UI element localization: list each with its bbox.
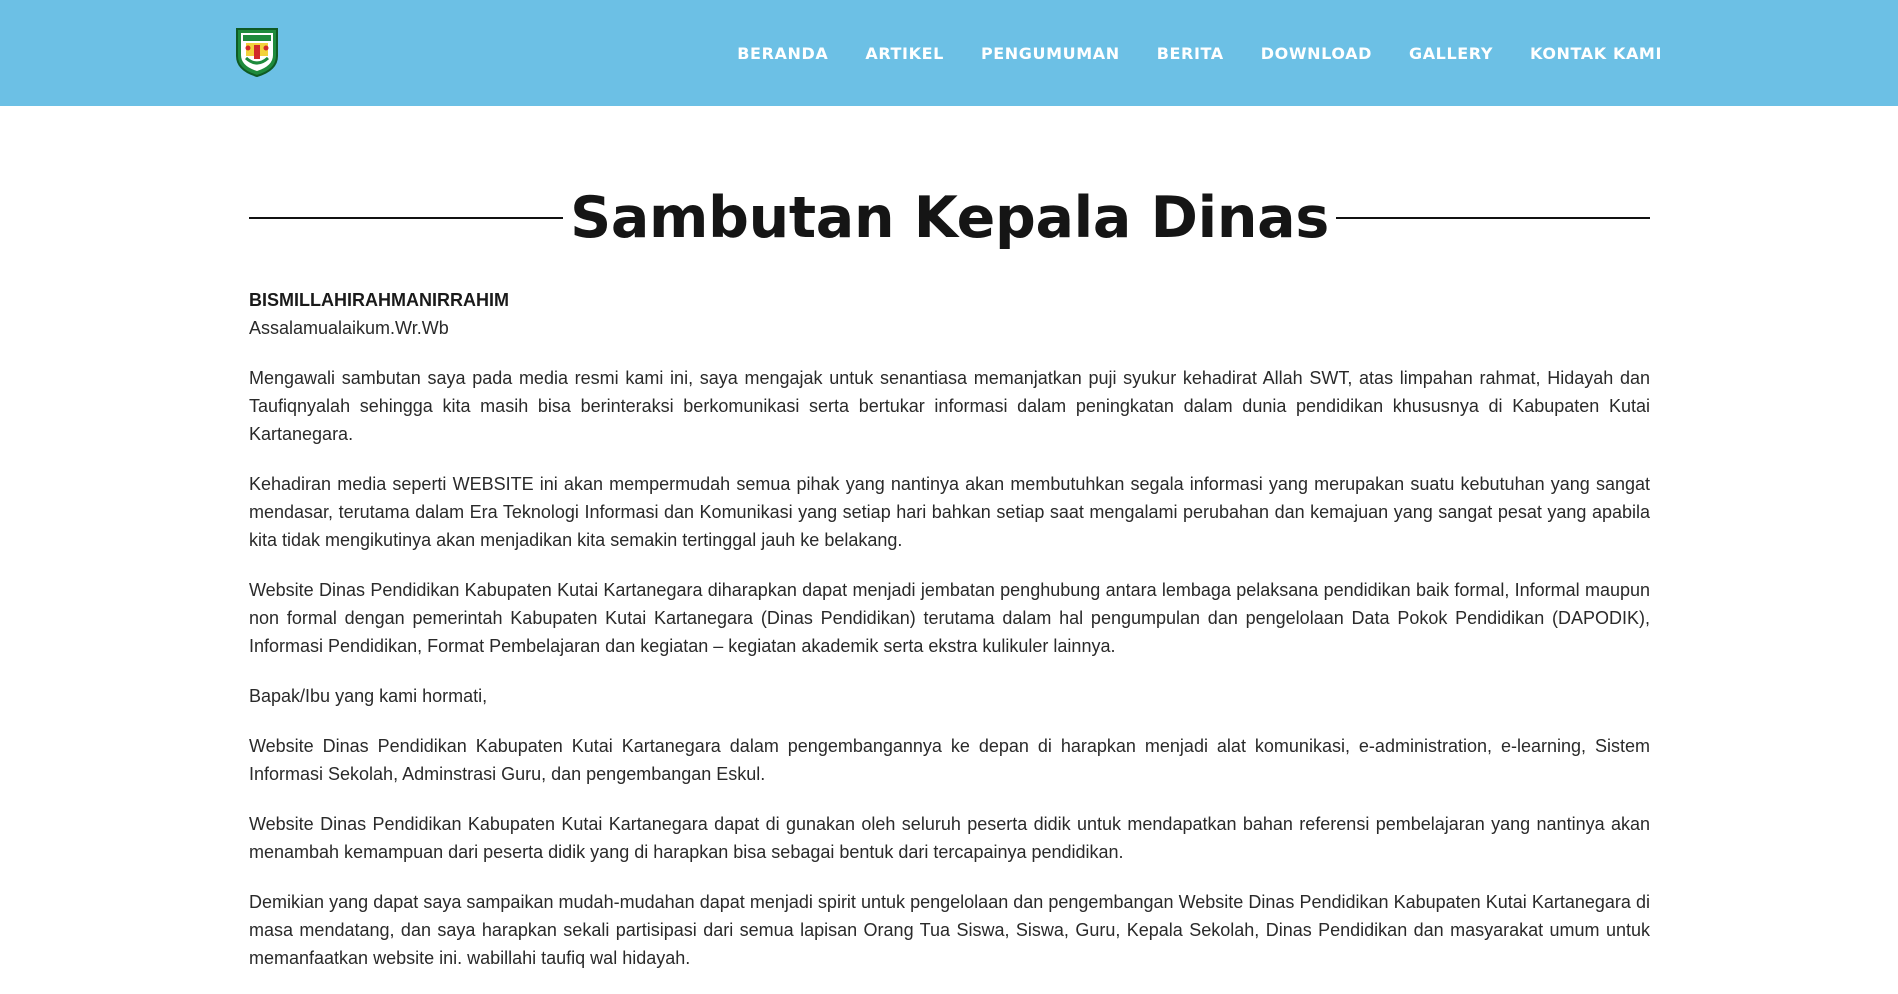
bismillah-text: BISMILLAHIRAHMANIRRAHIM	[249, 290, 509, 310]
title-divider-left	[249, 217, 563, 219]
page-title: Sambutan Kepala Dinas	[570, 185, 1329, 251]
top-navbar	[0, 0, 1898, 106]
nav-kontak-kami[interactable]: KONTAK KAMI	[1530, 43, 1662, 63]
page-title-row	[249, 180, 1650, 256]
welcome-article	[249, 286, 1650, 972]
article-paragraph: Website Dinas Pendidikan Kabupaten Kutai Kartanegara dalam pengembangannya ke depan di harapkan menjadi alat komunikasi, e-administration, e-learning, Sistem Informasi Sekolah, Adminstrasi Guru, dan pengembangan Eskul.	[249, 736, 1650, 784]
main-content	[249, 106, 1650, 994]
article-paragraph: Mengawali sambutan saya pada media resmi kami ini, saya mengajak untuk senantiasa memanjatkan puji syukur kehadirat Allah SWT, atas limpahan rahmat, Hidayah dan Taufiqnyalah sehingga kita masih bisa berinteraksi berkomunikasi serta bertukar informasi dalam peningkatan dalam dunia pendidikan khususnya di Kabupaten Kutai Kartanegara.	[249, 368, 1650, 444]
nav-pengumuman[interactable]: PENGUMUMAN	[980, 43, 1120, 63]
article-paragraph: Bapak/Ibu yang kami hormati,	[249, 686, 488, 706]
article-paragraph: Website Dinas Pendidikan Kabupaten Kutai Kartanegara diharapkan dapat menjadi jembatan penghubung antara lembaga pelaksana pendidikan baik formal, Informal maupun non formal dengan pemerintah Kabupaten Kutai Kartanegara (Dinas Pendidikan) terutama dalam hal pengumpulan dan pengelolaan Data Pokok Pendidikan (DAPODIK), Informasi Pendidikan, Format Pembelajaran dan kegiatan – kegiatan akademik serta ekstra kulikuler lainnya.	[249, 580, 1650, 656]
nav-berita[interactable]: BERITA	[1156, 43, 1224, 63]
nav-download[interactable]: DOWNLOAD	[1260, 43, 1372, 63]
nav-gallery[interactable]: GALLERY	[1408, 43, 1494, 63]
article-paragraph: Demikian yang dapat saya sampaikan mudah-mudahan dapat menjadi spirit untuk pengelolaan dan pengembangan Website Dinas Pendidikan Kabupaten Kutai Kartanegara di masa mendatang, dan saya harapkan sekali partisipasi dari semua lapisan Orang Tua Siswa, Siswa, Guru, Kepala Sekolah, Dinas Pendidikan dan masyarakat umum untuk memanfaatkan website ini. wabillahi taufiq wal hidayah.	[249, 892, 1650, 968]
kutai-kartanegara-emblem-icon	[234, 26, 280, 78]
title-divider-right	[1336, 217, 1650, 219]
greeting-text: Assalamualaikum.Wr.Wb	[249, 318, 449, 338]
article-paragraph: Kehadiran media seperti WEBSITE ini akan mempermudah semua pihak yang nantinya akan membutuhkan segala informasi yang merupakan suatu kebutuhan yang sangat mendasar, terutama dalam Era Teknologi Informasi dan Komunikasi yang setiap hari bahkan setiap saat mengalami perubahan dan kemajuan yang sangat pesat yang apabila kita tidak mengikutinya akan menjadikan kita semakin tertinggal jauh ke belakang.	[249, 474, 1650, 550]
nav-beranda[interactable]: BERANDA	[737, 43, 829, 63]
nav-artikel[interactable]: ARTIKEL	[865, 43, 944, 63]
main-nav	[700, 0, 1662, 106]
article-paragraph: Website Dinas Pendidikan Kabupaten Kutai Kartanegara dapat di gunakan oleh seluruh peserta didik untuk mendapatkan bahan referensi pembelajaran yang nantinya akan menambah kemampuan dari peserta didik yang di harapkan bisa sebagai bentuk dari tercapainya pendidikan.	[249, 814, 1650, 862]
site-logo[interactable]	[234, 26, 280, 78]
